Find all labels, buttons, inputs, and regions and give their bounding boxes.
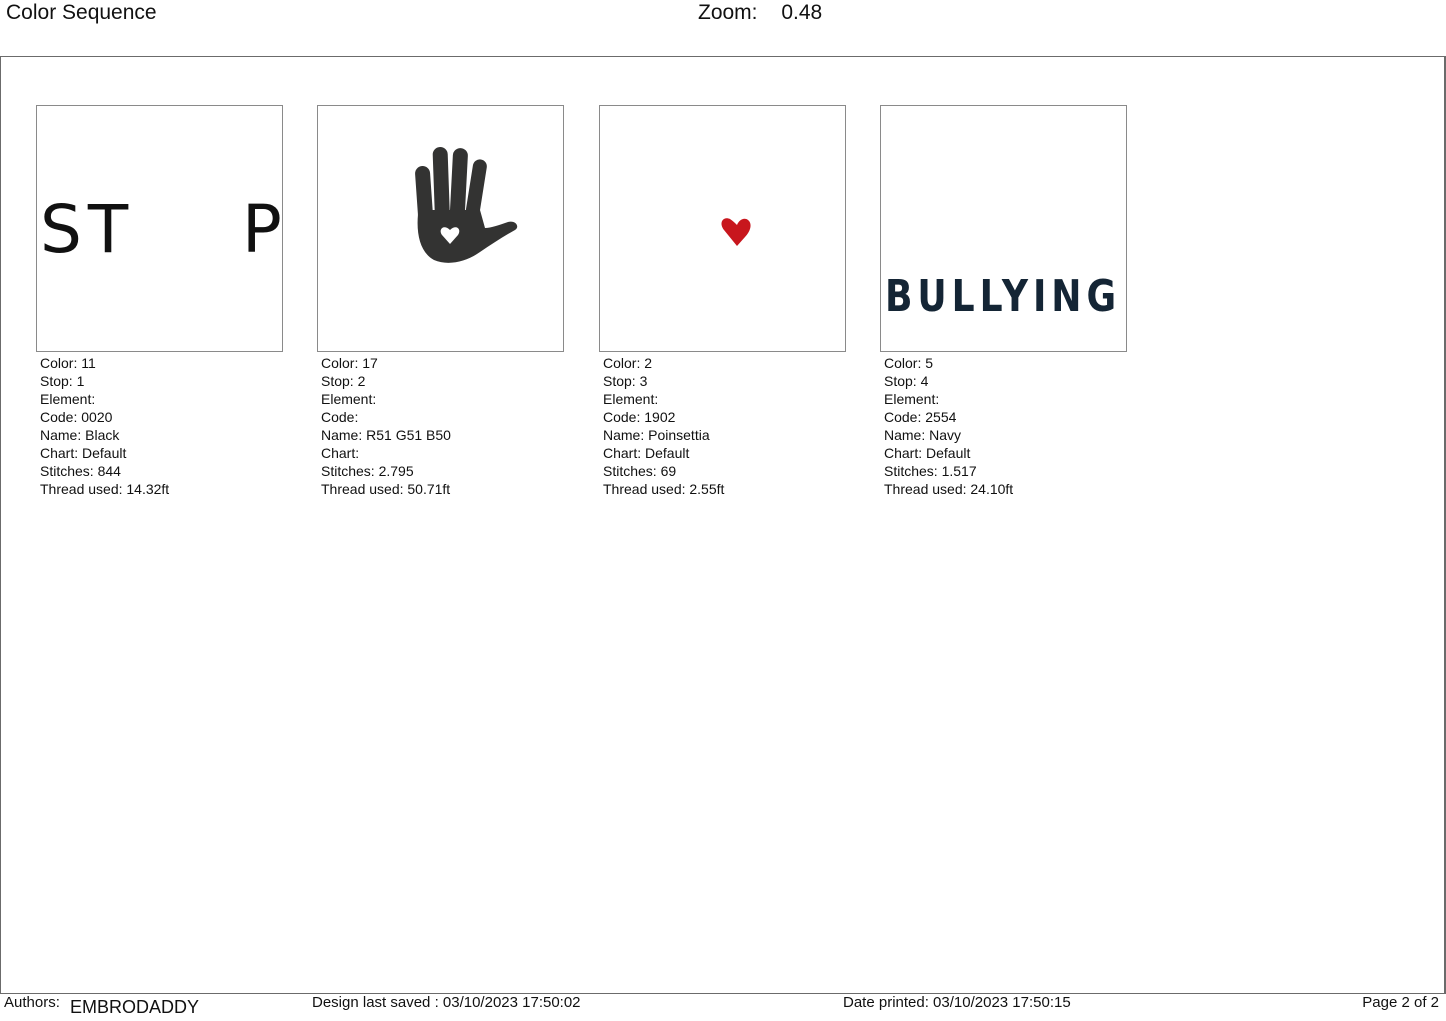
color-card-4 bbox=[880, 105, 1127, 498]
color-info bbox=[36, 354, 283, 498]
color-number: Color: 17 bbox=[321, 355, 378, 371]
stitches: Stitches: 844 bbox=[40, 463, 121, 479]
element: Element: bbox=[40, 391, 96, 407]
color-name: Name: R51 G51 B50 bbox=[321, 427, 451, 443]
stitches: Stitches: 1.517 bbox=[884, 463, 977, 479]
stitches: Stitches: 2.795 bbox=[321, 463, 414, 479]
thread-used: Thread used: 50.71ft bbox=[321, 481, 451, 497]
thumbnail-hand bbox=[317, 105, 564, 352]
thread-used: Thread used: 24.10ft bbox=[884, 481, 1014, 497]
authors-value: EMBRODADDY bbox=[70, 997, 200, 1017]
chart: Chart: Default bbox=[603, 445, 690, 461]
chart: Chart: bbox=[321, 445, 360, 461]
design-last-saved: Design last saved : 03/10/2023 17:50:02 bbox=[312, 994, 581, 1011]
thumb-text-st: ST bbox=[40, 191, 135, 268]
color-number: Color: 11 bbox=[40, 355, 96, 371]
color-card-3 bbox=[599, 105, 846, 498]
bullying-text-graphic bbox=[881, 106, 1126, 351]
chart: Chart: Default bbox=[40, 445, 127, 461]
page-title: Color Sequence bbox=[6, 1, 157, 24]
hand-with-heart-icon bbox=[318, 106, 563, 351]
thumbnail-stop-letters bbox=[36, 105, 283, 352]
page-footer bbox=[0, 993, 1445, 1021]
thread-used: Thread used: 14.32ft bbox=[40, 481, 170, 497]
thumb-text-p: P bbox=[242, 191, 282, 268]
stop-number: Stop: 4 bbox=[884, 373, 929, 389]
color-info bbox=[880, 354, 1127, 498]
stop-number: Stop: 1 bbox=[40, 373, 85, 389]
color-number: Color: 5 bbox=[884, 355, 934, 371]
color-name: Name: Navy bbox=[884, 427, 962, 443]
heart-icon bbox=[600, 106, 845, 351]
chart: Chart: Default bbox=[884, 445, 971, 461]
authors-label: Authors: bbox=[4, 994, 60, 1011]
stitches: Stitches: 69 bbox=[603, 463, 677, 479]
thumb-text-bullying: BULLYING bbox=[885, 271, 1121, 322]
zoom-label: Zoom: bbox=[698, 1, 758, 24]
stop-number: Stop: 2 bbox=[321, 373, 366, 389]
color-info bbox=[599, 354, 846, 498]
thumbnail-heart bbox=[599, 105, 846, 352]
thumbnail-bullying bbox=[880, 105, 1127, 352]
element: Element: bbox=[603, 391, 659, 407]
code: Code: bbox=[321, 409, 359, 425]
page-number: Page 2 of 2 bbox=[1362, 994, 1439, 1011]
date-printed: Date printed: 03/10/2023 17:50:15 bbox=[843, 994, 1071, 1011]
zoom-readout bbox=[698, 0, 822, 26]
color-number: Color: 2 bbox=[603, 355, 653, 371]
element: Element: bbox=[884, 391, 940, 407]
thread-used: Thread used: 2.55ft bbox=[603, 481, 725, 497]
code: Code: 2554 bbox=[884, 409, 957, 425]
color-card-1 bbox=[36, 105, 283, 498]
color-name: Name: Black bbox=[40, 427, 120, 443]
color-card-2 bbox=[317, 105, 564, 498]
zoom-value: 0.48 bbox=[781, 1, 823, 24]
stop-letters-graphic bbox=[37, 106, 282, 351]
color-info bbox=[317, 354, 564, 498]
stop-number: Stop: 3 bbox=[603, 373, 648, 389]
code: Code: 0020 bbox=[40, 409, 113, 425]
code: Code: 1902 bbox=[603, 409, 676, 425]
color-name: Name: Poinsettia bbox=[603, 427, 710, 443]
element: Element: bbox=[321, 391, 377, 407]
